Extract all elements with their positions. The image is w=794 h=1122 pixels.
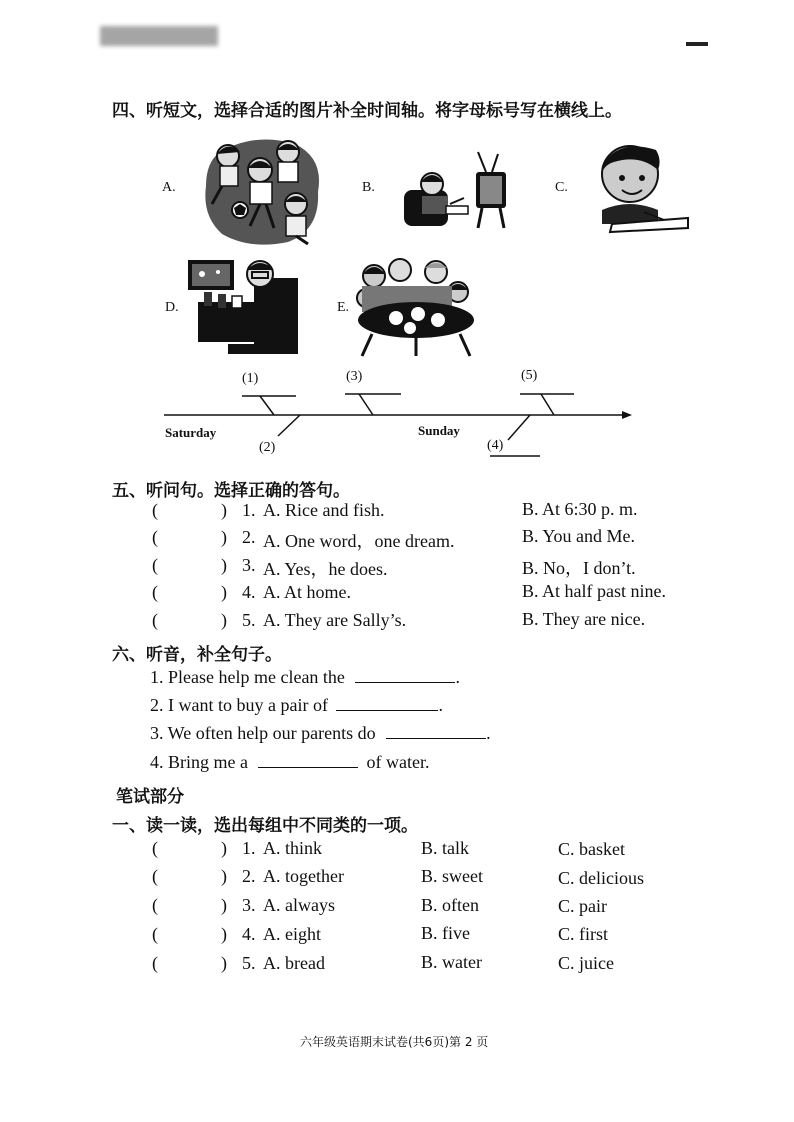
sentence-text: 3. We often help our parents do: [150, 723, 376, 743]
answer-paren-close[interactable]: ): [221, 866, 227, 886]
option-a: A. Yes，he does.: [263, 559, 388, 579]
answer-paren-close[interactable]: ): [221, 838, 227, 858]
option-a: A. bread: [263, 953, 325, 973]
answer-paren-open: (: [152, 924, 158, 944]
question-number: 2.: [242, 866, 256, 886]
question-number: 4.: [242, 924, 256, 944]
answer-paren-close[interactable]: ): [221, 527, 227, 547]
option-b: B. talk: [421, 838, 469, 858]
scan-smudge-left: [100, 26, 218, 46]
option-b: B. At 6:30 p. m.: [522, 499, 638, 519]
answer-paren-open: (: [152, 866, 158, 886]
question-number: 1.: [242, 500, 256, 520]
kids-playing-football-picture: [200, 130, 325, 248]
written-part1-title: 一、读一读，选出每组中不同类的一项。: [112, 816, 418, 836]
man-playing-computer-game-picture: [188, 258, 300, 358]
answer-paren-close[interactable]: ): [221, 924, 227, 944]
question-number: 2.: [242, 527, 256, 547]
option-a: A. At home.: [263, 582, 351, 602]
timeline-axis: [160, 380, 640, 460]
question-number: 5.: [242, 610, 256, 630]
answer-paren-open: (: [152, 527, 158, 547]
answer-paren-open: (: [152, 610, 158, 630]
section6-title: 六、听音，补全句子。: [112, 645, 282, 665]
answer-blank[interactable]: [355, 666, 455, 683]
answer-paren-close[interactable]: ): [221, 582, 227, 602]
answer-paren-close[interactable]: ): [221, 500, 227, 520]
scan-mark-right: [686, 42, 708, 46]
sentence-end: of water.: [366, 752, 430, 772]
option-c: C. first: [558, 924, 609, 944]
picture-letter-d: D.: [165, 300, 179, 315]
option-a: A. Rice and fish.: [263, 500, 385, 520]
page-footer: 六年级英语期末试卷(共6页)第 2 页: [300, 1035, 489, 1049]
answer-blank[interactable]: [336, 694, 438, 711]
fill-sentence-2: [150, 694, 443, 716]
option-c: C. pair: [558, 896, 607, 916]
question-number: 5.: [242, 953, 256, 973]
answer-paren-open: (: [152, 582, 158, 602]
answer-paren-open: (: [152, 500, 158, 520]
option-b: B. often: [421, 895, 479, 915]
option-b: B. They are nice.: [522, 609, 646, 629]
option-b: B. five: [421, 923, 470, 943]
question-number: 4.: [242, 582, 256, 602]
question-number: 3.: [242, 895, 256, 915]
option-a: A. They are Sally’s.: [263, 610, 407, 630]
answer-paren-close[interactable]: ): [221, 555, 227, 575]
timeline-blank-2-label: (2): [259, 440, 276, 455]
answer-blank[interactable]: [386, 722, 486, 739]
timeline-blank-3-label: (3): [346, 369, 363, 384]
timeline-blank-1-label: (1): [242, 371, 259, 386]
fill-sentence-1: [150, 666, 460, 688]
option-b: B. water: [421, 952, 482, 972]
option-c: C. juice: [558, 953, 614, 973]
answer-paren-close[interactable]: ): [221, 953, 227, 973]
option-a: A. always: [263, 895, 335, 915]
option-b: B. No，I don’t.: [522, 558, 636, 578]
answer-paren-open: (: [152, 838, 158, 858]
option-a: A. together: [263, 866, 344, 886]
timeline-blank-5-label: (5): [521, 368, 538, 383]
picture-letter-e: E.: [337, 300, 350, 315]
option-b: B. sweet: [421, 866, 483, 886]
option-a: A. One word，one dream.: [263, 531, 455, 551]
timeline-sunday-label: Sunday: [418, 423, 460, 438]
question-number: 3.: [242, 555, 256, 575]
option-b: B. At half past nine.: [522, 581, 666, 601]
sentence-text: 4. Bring me a: [150, 752, 248, 772]
picture-letter-b: B.: [362, 180, 375, 195]
option-a: A. eight: [263, 924, 321, 944]
picture-letter-c: C.: [555, 180, 568, 195]
section4-title: 四、听短文，选择合适的图片补全时间轴。将字母标号写在横线上。: [112, 101, 622, 121]
answer-paren-close[interactable]: ): [221, 610, 227, 630]
question-number: 1.: [242, 838, 256, 858]
sentence-end: .: [455, 667, 460, 687]
answer-paren-open: (: [152, 953, 158, 973]
answer-paren-open: (: [152, 555, 158, 575]
sentence-text: 1. Please help me clean the: [150, 667, 345, 687]
fill-sentence-3: [150, 722, 491, 744]
option-a: A. think: [263, 838, 323, 858]
timeline-blank-4-label: (4): [487, 438, 504, 453]
answer-paren-open: (: [152, 895, 158, 915]
sentence-end: .: [438, 695, 443, 715]
sentence-text: 2. I want to buy a pair of: [150, 695, 328, 715]
answer-paren-close[interactable]: ): [221, 895, 227, 915]
fill-sentence-4: [150, 751, 429, 773]
person-watching-tv-picture: [402, 150, 512, 232]
written-part-title: 笔试部分: [116, 787, 184, 807]
option-c: C. delicious: [558, 868, 644, 888]
boy-reading-book-picture: [592, 140, 694, 236]
section5-title: 五、听问句。选择正确的答句。: [112, 481, 350, 501]
sentence-end: .: [486, 723, 491, 743]
option-c: C. basket: [558, 839, 625, 859]
answer-blank[interactable]: [258, 751, 358, 768]
picture-letter-a: A.: [162, 180, 176, 195]
option-b: B. You and Me.: [522, 526, 636, 546]
timeline-saturday-label: Saturday: [165, 425, 217, 440]
family-eating-dinner-picture: [352, 258, 480, 358]
